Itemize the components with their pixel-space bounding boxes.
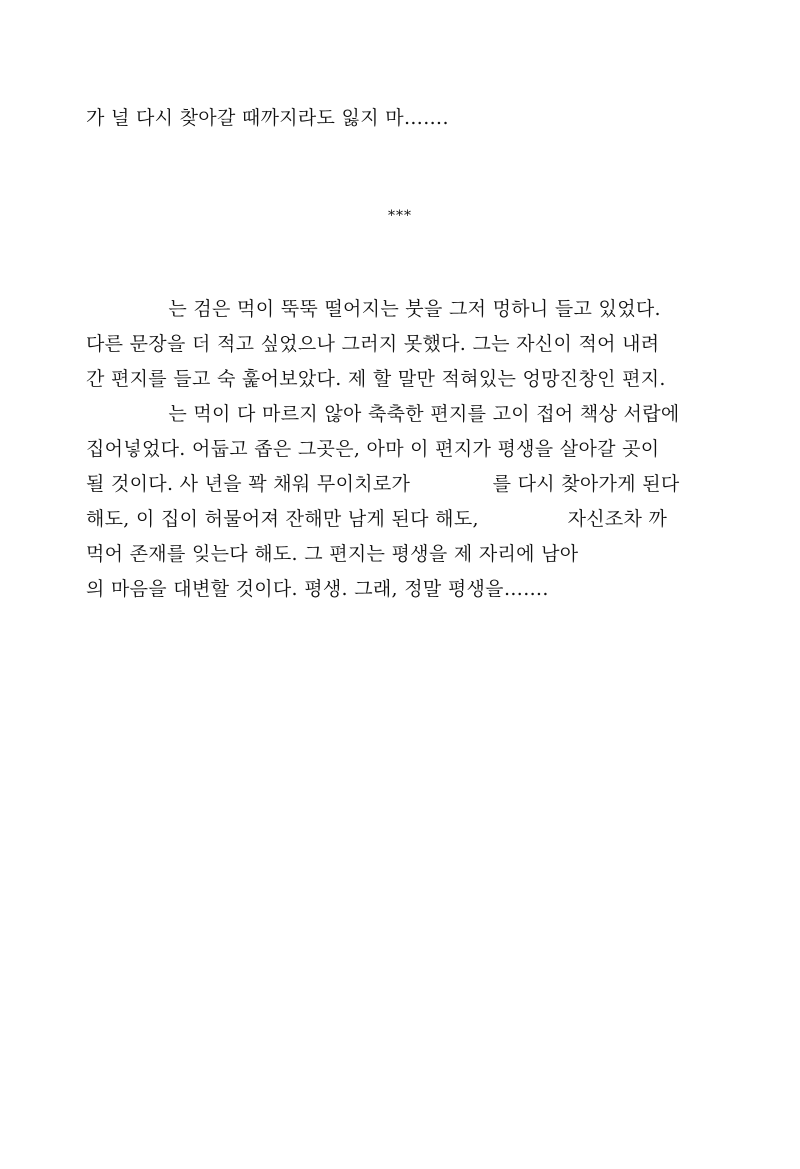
paragraph-line: 다른 문장을 더 적고 싶었으나 그러지 못했다. 그는 자신이 적어 내려	[86, 333, 660, 355]
paragraph-line: 먹어 존재를 잊는다 해도. 그 편지는 평생을 제 자리에 남아	[86, 543, 579, 565]
paragraph-line: 될 것이다. 사 년을 꽉 채워 무이치로가 를 다시 찾아가게 된다	[86, 473, 680, 495]
opening-line: 가 널 다시 찾아갈 때까지라도 잃지 마…….	[86, 107, 449, 129]
paragraph-line: 는 먹이 다 마르지 않아 축축한 편지를 고이 접어 책상 서랍에	[86, 403, 680, 425]
paragraph-line: 집어넣었다. 어둡고 좁은 그곳은, 아마 이 편지가 평생을 살아갈 곳이	[86, 438, 660, 460]
paragraph-line: 는 검은 먹이 뚝뚝 떨어지는 붓을 그저 멍하니 들고 있었다.	[86, 298, 661, 320]
paragraph-line: 의 마음을 대변할 것이다. 평생. 그래, 정말 평생을…….	[86, 578, 549, 600]
section-separator: ***	[388, 208, 412, 224]
paragraph-line: 간 편지를 들고 숙 훑어보았다. 제 할 말만 적혀있는 엉망진창인 편지.	[86, 368, 666, 390]
paragraph-line: 해도, 이 집이 허물어져 잔해만 남게 된다 해도, 자신조차 까	[86, 508, 668, 530]
